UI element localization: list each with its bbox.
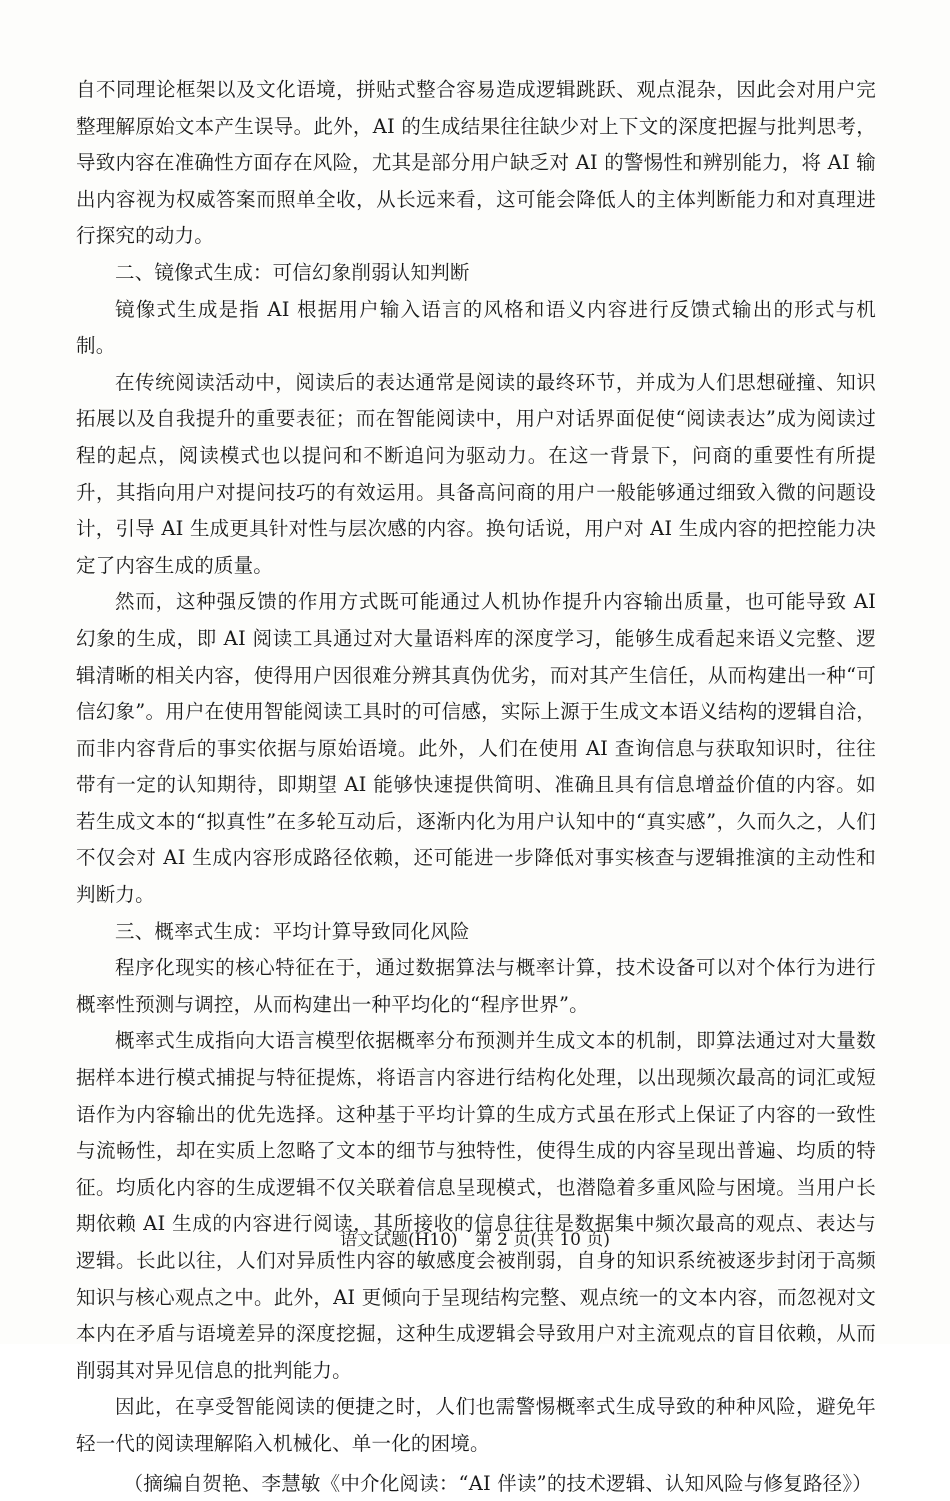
- article-body: [76, 72, 876, 1501]
- paragraph: 因此，在享受智能阅读的便捷之时，人们也需警惕概率式生成导致的种种风险，避免年轻一代的阅读理解陷入机械化、单一化的困境。: [76, 1395, 876, 1455]
- paragraph: 镜像式生成是指 AI 根据用户输入语言的风格和语义内容进行反馈式输出的形式与机制。: [76, 297, 876, 358]
- section-heading-3: 三、概率式生成：平均计算导致同化风险: [115, 919, 470, 943]
- paragraph: 在传统阅读活动中，阅读后的表达通常是阅读的最终环节，并成为人们思想碰撞、知识拓展以及自我提升的重要表征；而在智能阅读中，用户对话界面促使“阅读表达”成为阅读过程的起点，阅读模式也以提问和不断追问为驱动力。在这一背景下，问商的重要性有所提升，其指向用户对提问技巧的有效运用。具备高问商的用户一般能够通过细致入微的问题设计，引导 AI 生成更具针对性与层次感的内容。换句话说，用户对 AI 生成内容的把控能力决定了内容生成的质量。: [76, 370, 876, 577]
- paragraph-continued: 自不同理论框架以及文化语境，拼贴式整合容易造成逻辑跳跃、观点混杂，因此会对用户完整理解原始文本产生误导。此外，AI 的生成结果往往缺少对上下文的深度把握与批判思考，导致内容在准确性方面存在风险，尤其是部分用户缺乏对 AI 的警惕性和辨别能力，将 AI 输出内容视为权威答案而照单全收，从长远来看，这可能会降低人的主体判断能力和对真理进行探究的动力。: [76, 78, 876, 248]
- paragraph: 程序化现实的核心特征在于，通过数据算法与概率计算，技术设备可以对个体行为进行概率性预测与调控，从而构建出一种平均化的“程序世界”。: [76, 956, 876, 1016]
- paragraph: 概率式生成指向大语言模型依据概率分布预测并生成文本的机制，即算法通过对大量数据样本进行模式捕捉与特征提炼，将语言内容进行结构化处理，以出现频次最高的词汇或短语作为内容输出的优先选择。这种基于平均计算的生成方式虽在形式上保证了内容的一致性与流畅性，却在实质上忽略了文本的细节与独特性，使得生成的内容呈现出普遍、均质的特征。均质化内容的生成逻辑不仅关联着信息呈现模式，也潜隐着多重风险与困境。当用户长期依赖 AI 生成的内容进行阅读，其所接收的信息往往是数据集中频次最高的观点、表达与逻辑。长此以往，人们对异质性内容的敏感度会被削弱，自身的知识系统被逐步封闭于高频知识与核心观点之中。此外，AI 更倾向于呈现结构完整、观点统一的文本内容，而忽视对文本内在矛盾与语境差异的深度挖掘，这种生成逻辑会导致用户对主流观点的盲目依赖，从而削弱其对异见信息的批判能力。: [76, 1029, 876, 1382]
- section-heading-2: 二、镜像式生成：可信幻象削弱认知判断: [115, 260, 470, 284]
- source-citation: （摘编自贺艳、李慧敏《中介化阅读：“AI 伴读”的技术逻辑、认知风险与修复路径》）: [123, 1471, 872, 1495]
- paragraph: 然而，这种强反馈的作用方式既可能通过人机协作提升内容输出质量，也可能导致 AI 幻象的生成，即 AI 阅读工具通过对大量语料库的深度学习，能够生成看起来语义完整、逻辑清晰的相关内容，使得用户因很难分辨其真伪优劣，而对其产生信任，从而构建出一种“可信幻象”。用户在使用智能阅读工具时的可信感，实际上源于生成文本语义结构的逻辑自洽，而非内容背后的事实依据与原始语境。此外，人们在使用 AI 查询信息与获取知识时，往往带有一定的认知期待，即期望 AI 能够快速提供简明、准确且具有信息增益价值的内容。如若生成文本的“拟真性”在多轮互动后，逐渐内化为用户认知中的“真实感”，久而久之，人们不仅会对 AI 生成内容形成路径依赖，还可能进一步降低对事实核查与逻辑推演的主动性和判断力。: [76, 590, 876, 907]
- page-footer: 语文试题(H10) 第 2 页(共 10 页): [339, 1230, 611, 1250]
